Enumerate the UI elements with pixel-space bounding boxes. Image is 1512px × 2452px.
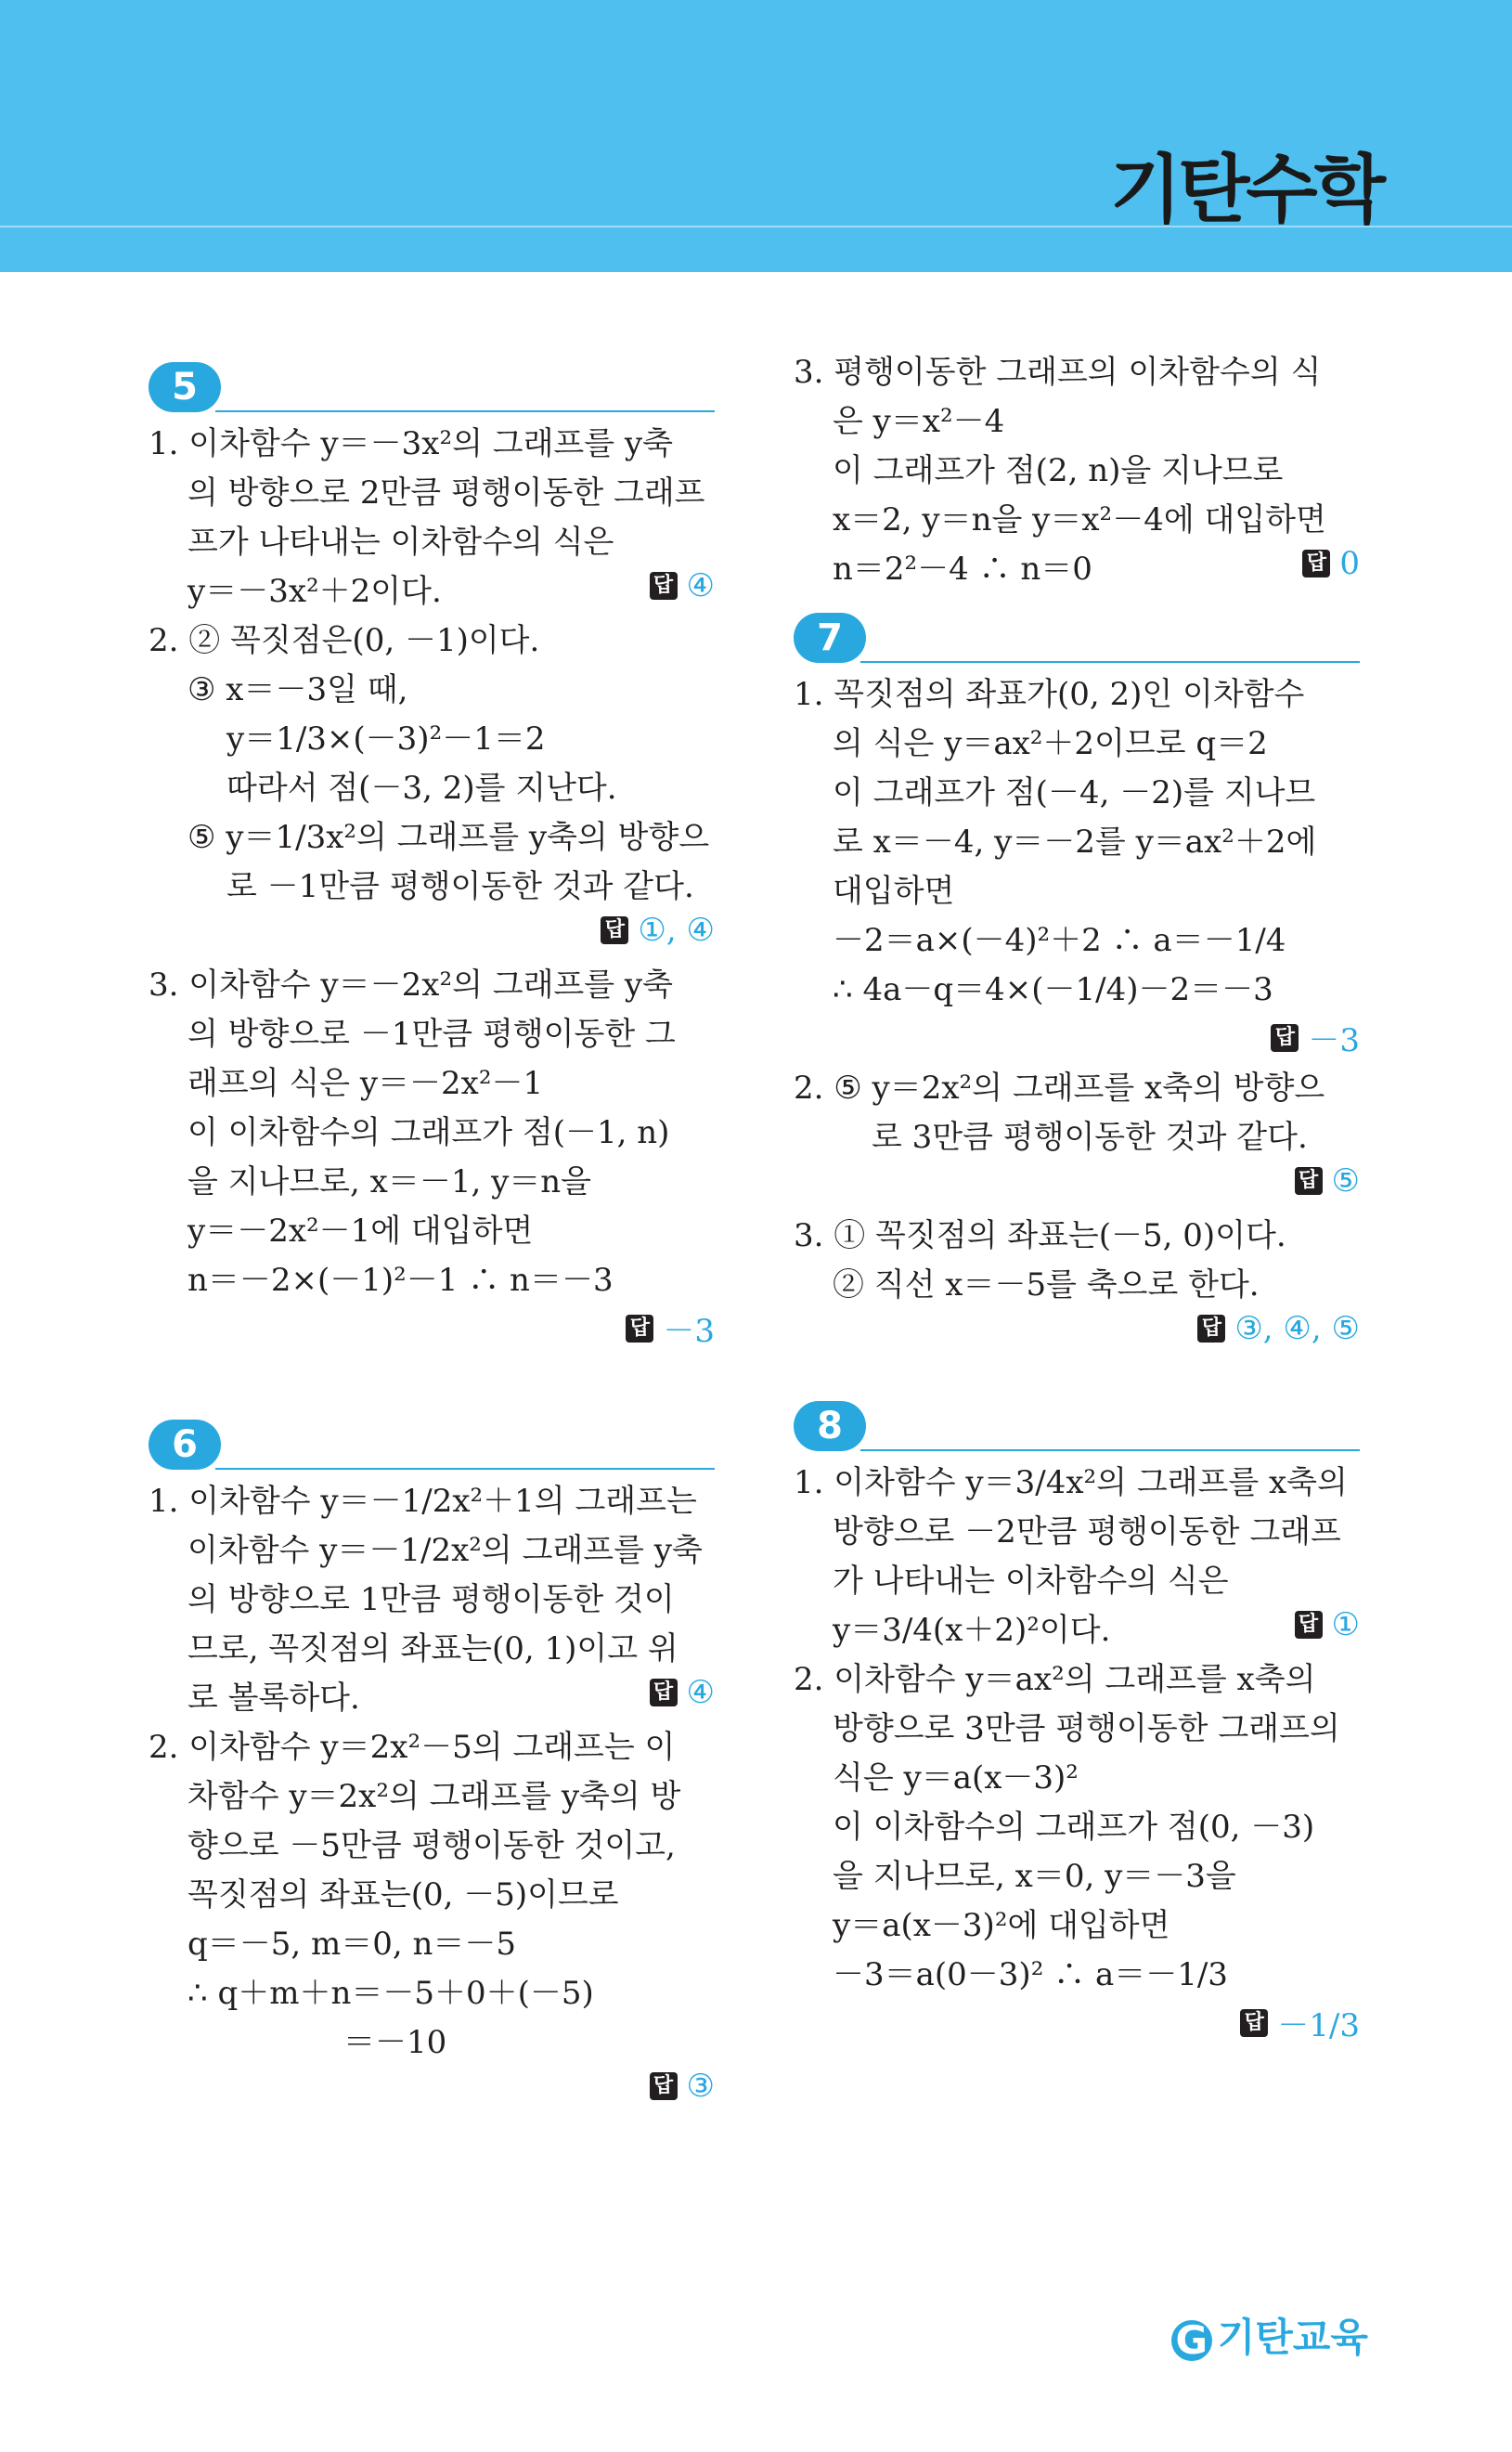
answer-icon: 답: [1295, 1611, 1323, 1639]
answer: [650, 1674, 715, 1711]
answer-icon: 답: [650, 2072, 678, 2100]
text-line: 로 볼록하다.: [187, 1680, 360, 1717]
answer-icon: 답: [601, 916, 628, 944]
text-line: －2＝a×(－4)²＋2 ∴ a＝－1/4: [833, 922, 1286, 959]
answer: [626, 1305, 715, 1351]
section-badge: 8: [794, 1401, 866, 1451]
text-line: ⑤ y＝1/3x²의 그래프를 y축의 방향으: [187, 819, 710, 856]
answer-row: [794, 1162, 1360, 1212]
section-badge: 5: [149, 362, 221, 412]
text-line: ③ x＝－3일 때,: [187, 671, 408, 708]
answer-row: [149, 567, 715, 616]
text-line: 로 －1만큼 평행이동한 것과 같다.: [226, 868, 694, 905]
text-line: 2. 이차함수 y＝2x²－5의 그래프는 이: [149, 1729, 676, 1766]
answer: [1302, 545, 1360, 582]
answer-row: [794, 1310, 1360, 1359]
text-line: ＝－10: [343, 2024, 447, 2061]
answer-row: [794, 1606, 1360, 1655]
section-8-header: [794, 1401, 1360, 1453]
publisher-logo: [1171, 2307, 1368, 2363]
answer: [1295, 1162, 1360, 1200]
answer: [1197, 1310, 1360, 1347]
text-line: 꼭짓점의 좌표는(0, －5)이므로: [187, 1876, 619, 1914]
text-line: 의 방향으로 1만큼 평행이동한 것이: [187, 1581, 675, 1618]
answer-icon: 답: [1240, 2009, 1268, 2037]
answer-value: －3: [663, 1313, 715, 1350]
page-header: [0, 0, 1512, 272]
text-line: 따라서 점(－3, 2)를 지난다.: [226, 770, 617, 807]
answer-row: [149, 1674, 715, 1723]
answer-value: ④: [686, 567, 715, 604]
answer: [1271, 1015, 1360, 1060]
answer-value: －1/3: [1277, 2007, 1360, 2044]
answer-row: [794, 2000, 1360, 2049]
text-line: 이 그래프가 점(2, n)을 지나므로: [833, 452, 1284, 489]
text-line: y＝－3x²＋2이다.: [187, 573, 442, 610]
text-line: n＝2²－4 ∴ n＝0: [833, 551, 1092, 588]
answer-value: ④: [686, 1674, 715, 1711]
text-line: 3. ① 꼭짓점의 좌표는(－5, 0)이다.: [794, 1217, 1286, 1254]
answer-icon: 답: [1271, 1024, 1299, 1052]
text-line: y＝3/4(x＋2)²이다.: [833, 1612, 1111, 1649]
text-line: 은 y＝x²－4: [833, 403, 1005, 440]
answer: [1240, 2000, 1360, 2045]
text-line: 이 이차함수의 그래프가 점(0, －3): [833, 1809, 1315, 1846]
answer-icon: 답: [650, 1679, 678, 1706]
text-line: x＝2, y＝n을 y＝x²－4에 대입하면: [833, 501, 1326, 538]
answer-icon: 답: [1302, 550, 1330, 577]
text-line: 방향으로 3만큼 평행이동한 그래프의: [833, 1710, 1340, 1747]
text-line: 로 x＝－4, y＝－2를 y＝ax²＋2에: [833, 824, 1317, 861]
section-badge: 7: [794, 613, 866, 663]
text-line: 1. 이차함수 y＝3/4x²의 그래프를 x축의: [794, 1464, 1348, 1501]
section-rule: [860, 1449, 1360, 1451]
text-line: y＝1/3×(－3)²－1＝2: [226, 720, 546, 758]
text-line: 로 3만큼 평행이동한 것과 같다.: [872, 1119, 1308, 1156]
text-line: n＝－2×(－1)²－1 ∴ n＝－3: [187, 1262, 614, 1299]
text-line: 을 지나므로, x＝0, y＝－3을: [833, 1858, 1236, 1895]
answer-row: [794, 1015, 1360, 1064]
logo-mark: G: [1171, 2320, 1212, 2361]
text-line: 이 그래프가 점(－4, －2)를 지나므: [833, 774, 1316, 811]
text-line: 식은 y＝a(x－3)²: [833, 1759, 1079, 1797]
right-column: [794, 348, 1360, 2049]
logo-text: 기탄교육: [1217, 2315, 1368, 2360]
text-line: 1. 꼭짓점의 좌표가(0, 2)인 이차함수: [794, 676, 1305, 713]
text-line: 이 이차함수의 그래프가 점(－1, n): [187, 1114, 670, 1151]
text-line: 2. ② 꼭짓점은(0, －1)이다.: [149, 622, 540, 659]
answer-icon: 답: [626, 1315, 653, 1343]
answer-value: －3: [1308, 1022, 1360, 1059]
section-5-header: [149, 362, 715, 414]
answer: [650, 567, 715, 604]
answer-value: ③, ④, ⑤: [1234, 1310, 1360, 1347]
answer-row: [149, 1305, 715, 1355]
text-line: 의 방향으로 2만큼 평행이동한 그래프: [187, 474, 705, 512]
answer-row: [149, 2068, 715, 2117]
text-line: 래프의 식은 y＝－2x²－1: [187, 1065, 544, 1102]
answer-icon: 답: [1197, 1315, 1225, 1343]
text-line: －3＝a(0－3)² ∴ a＝－1/3: [833, 1956, 1228, 1993]
section-rule: [215, 1468, 715, 1470]
text-line: 1. 이차함수 y＝－1/2x²＋1의 그래프는: [149, 1483, 697, 1520]
text-line: 2. ⑤ y＝2x²의 그래프를 x축의 방향으: [794, 1070, 1325, 1107]
section-badge: 6: [149, 1420, 221, 1470]
answer-value: ⑤: [1331, 1162, 1360, 1200]
answer-value: ①: [1331, 1606, 1360, 1643]
text-line: y＝a(x－3)²에 대입하면: [833, 1907, 1170, 1944]
text-line: q＝－5, m＝0, n＝－5: [187, 1926, 517, 1963]
answer-value: ③: [686, 2068, 715, 2105]
answer: [601, 912, 715, 949]
text-line: 대입하면: [833, 873, 955, 910]
left-column: [149, 362, 715, 2117]
text-line: 의 식은 y＝ax²＋2이므로 q＝2: [833, 725, 1268, 762]
section-rule: [860, 661, 1360, 663]
text-line: 므로, 꼭짓점의 좌표는(0, 1)이고 위: [187, 1630, 678, 1667]
answer-icon: 답: [650, 572, 678, 600]
text-line: ∴ 4a－q＝4×(－1/4)－2＝－3: [833, 971, 1273, 1008]
brand-title: 기탄수학: [1109, 147, 1382, 233]
text-line: ∴ q＋m＋n＝－5＋0＋(－5): [187, 1975, 594, 2012]
text-line: 차함수 y＝2x²의 그래프를 y축의 방: [187, 1778, 681, 1815]
text-line: 3. 평행이동한 그래프의 이차함수의 식: [794, 354, 1322, 391]
text-line: 의 방향으로 －1만큼 평행이동한 그: [187, 1016, 676, 1053]
text-line: 2. 이차함수 y＝ax²의 그래프를 x축의: [794, 1661, 1316, 1698]
text-line: 프가 나타내는 이차함수의 식은: [187, 524, 614, 561]
text-line: 방향으로 －2만큼 평행이동한 그래프: [833, 1513, 1341, 1550]
text-line: 3. 이차함수 y＝－2x²의 그래프를 y축: [149, 967, 673, 1004]
section-rule: [215, 410, 715, 412]
answer-icon: 답: [1295, 1167, 1323, 1195]
text-line: y＝－2x²－1에 대입하면: [187, 1213, 534, 1250]
answer-row: [149, 912, 715, 961]
text-line: 1. 이차함수 y＝－3x²의 그래프를 y축: [149, 425, 673, 462]
answer-value: 0: [1339, 545, 1360, 582]
text-line: 이차함수 y＝－1/2x²의 그래프를 y축: [187, 1532, 703, 1569]
section-7-header: [794, 613, 1360, 665]
answer: [650, 2068, 715, 2105]
answer: [1295, 1606, 1360, 1643]
answer-value: ①, ④: [638, 912, 715, 949]
text-line: ② 직선 x＝－5를 축으로 한다.: [833, 1266, 1260, 1304]
text-line: 향으로 －5만큼 평행이동한 것이고,: [187, 1827, 676, 1864]
text-line: 가 나타내는 이차함수의 식은: [833, 1563, 1229, 1600]
text-line: 을 지나므로, x＝－1, y＝n을: [187, 1163, 592, 1200]
answer-row: [794, 545, 1360, 594]
section-6-header: [149, 1420, 715, 1472]
